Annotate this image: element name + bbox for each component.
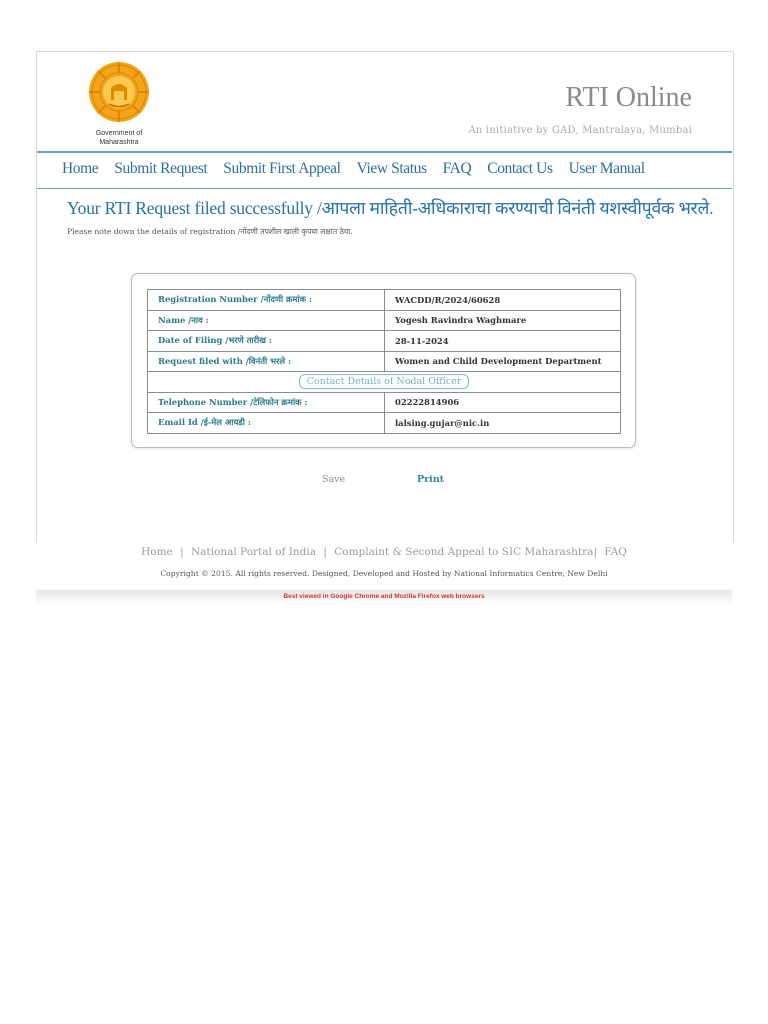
filed-with-value: Women and Child Development Department: [385, 351, 621, 372]
footer-separator: |: [180, 546, 184, 558]
table-row: [148, 310, 621, 331]
footer-link-national-portal[interactable]: National Portal of India: [190, 546, 316, 558]
date-of-filing-label: Date of Filing /भरणे तारीख :: [148, 331, 385, 352]
registration-number-value: WACDD/R/2024/60628: [385, 290, 621, 311]
footer-links: [0, 546, 768, 558]
print-button[interactable]: Print: [417, 474, 445, 485]
nav-user-manual[interactable]: User Manual: [568, 160, 645, 177]
browser-recommendation: Best viewed in Google Chrome and Mozilla Firefox web browsers: [283, 593, 485, 600]
name-label: Name /नाव :: [148, 310, 385, 331]
footer-separator: |: [323, 546, 327, 558]
nav-divider: [37, 188, 732, 189]
telephone-label: Telephone Number /टेलिफोन क्रमांक :: [148, 392, 385, 413]
footer-separator: |: [593, 546, 597, 558]
nav-faq[interactable]: FAQ: [442, 160, 472, 177]
site-title: RTI Online: [565, 82, 692, 113]
email-label: Email Id /ई-मेल आयडी :: [148, 413, 385, 434]
site-tagline: An initiative by GAD, Mantralaya, Mumbai: [468, 125, 692, 136]
telephone-value: 02222814906: [385, 392, 621, 413]
footer-link-home[interactable]: Home: [141, 546, 173, 558]
table-row: [148, 392, 621, 413]
email-value: lalsing.gujar@nic.in: [385, 413, 621, 434]
maharashtra-emblem-logo: [87, 60, 151, 124]
table-row: [148, 372, 621, 393]
nodal-officer-header-cell: [148, 372, 621, 393]
nav-contact-us[interactable]: Contact Us: [487, 160, 553, 177]
save-button[interactable]: Save: [322, 474, 346, 485]
nodal-officer-header: Contact Details of Nodal Officer: [299, 374, 470, 389]
table-row: [148, 413, 621, 434]
registration-details-table: [147, 289, 621, 434]
name-value: Yogesh Ravindra Waghmare: [385, 310, 621, 331]
nav-submit-first-appeal[interactable]: Submit First Appeal: [223, 160, 341, 177]
copyright-text: Copyright © 2015. All rights reserved. Designed, Developed and Hosted by National Informatics Centre, New Delhi: [160, 569, 608, 578]
date-of-filing-value: 28-11-2024: [385, 331, 621, 352]
site-header: [37, 52, 732, 153]
logo-caption: Government of Maharashtra: [95, 130, 143, 146]
table-row: [148, 351, 621, 372]
nav-submit-request[interactable]: Submit Request: [114, 160, 208, 177]
nav-home[interactable]: Home: [62, 160, 99, 177]
nav-view-status[interactable]: View Status: [356, 160, 427, 177]
footer-link-faq[interactable]: FAQ: [604, 546, 627, 558]
table-row: [148, 331, 621, 352]
success-message: Your RTI Request filed successfully /आपला माहिती-अधिकाराचा करण्याची विनंती यशस्वीपूर्वक भरले.: [67, 198, 714, 218]
footer-link-complaint-appeal[interactable]: Complaint & Second Appeal to SIC Maharashtra: [334, 546, 594, 558]
main-nav: [62, 160, 645, 182]
registration-number-label: Registration Number /नोंदणी क्रमांक :: [148, 290, 385, 311]
filed-with-label: Request filed with /विनंती भरले :: [148, 351, 385, 372]
table-row: [148, 290, 621, 311]
registration-note: Please note down the details of registration /नोंदणी तपशील खाली कृपया लक्षात ठेवा.: [67, 227, 353, 236]
